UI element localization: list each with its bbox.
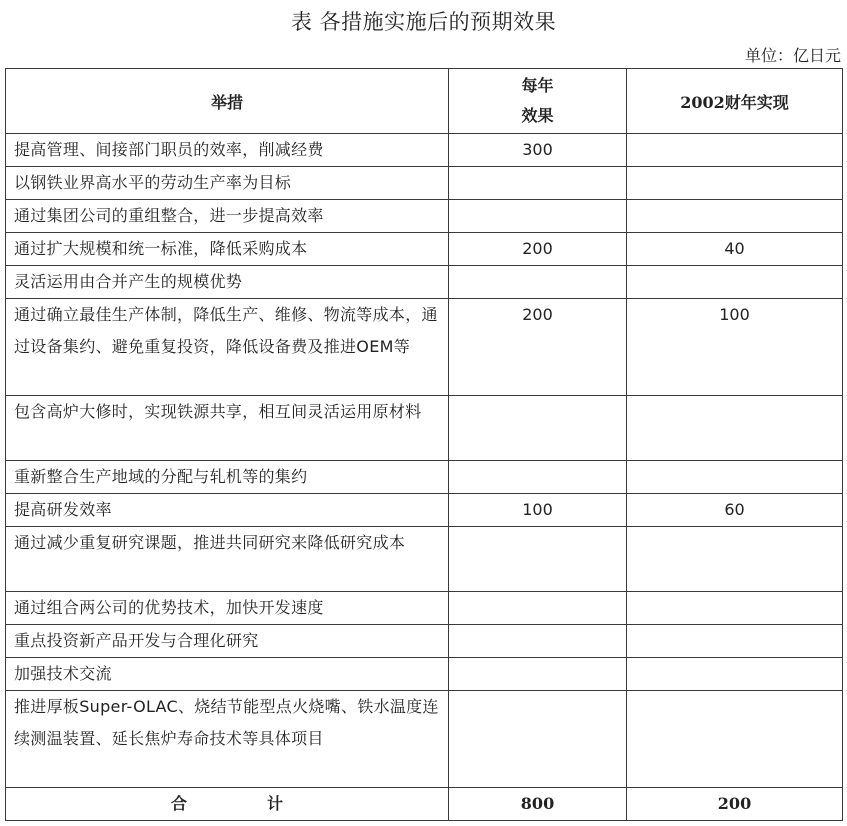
total-fy2002: 200: [627, 788, 843, 821]
annual-cell: [449, 625, 627, 658]
fy2002-cell: [627, 200, 843, 233]
measure-cell: 重点投资新产品开发与合理化研究: [6, 625, 449, 658]
fy2002-cell: [627, 592, 843, 625]
fy2002-cell: [627, 461, 843, 494]
measure-cell: 通过集团公司的重组整合，进一步提高效率: [6, 200, 449, 233]
annual-cell: [449, 527, 627, 592]
measure-cell: 通过确立最佳生产体制，降低生产、维修、物流等成本，通过设备集约、避免重复投资，降低设备费及推进OEM等: [6, 299, 449, 396]
measure-cell: 推进厚板Super-OLAC、烧结节能型点火烧嘴、铁水温度连续测温装置、延长焦炉寿命技术等具体项目: [6, 691, 449, 788]
fy2002-cell: 60: [627, 494, 843, 527]
fy2002-cell: [627, 167, 843, 200]
annual-cell: [449, 592, 627, 625]
unit-label: 单位：亿日元: [744, 46, 841, 65]
table-row: [6, 592, 843, 625]
table-row: [6, 134, 843, 167]
total-annual: 800: [449, 788, 627, 821]
total-label-part2: 计: [267, 794, 284, 813]
measure-cell: 通过扩大规模和统一标准，降低采购成本: [6, 233, 449, 266]
table-row: [6, 658, 843, 691]
header-measure: 举措: [6, 69, 449, 134]
annual-cell: [449, 396, 627, 461]
table-row: [6, 691, 843, 788]
annual-cell: [449, 200, 627, 233]
fy2002-cell: [627, 658, 843, 691]
table-row: [6, 461, 843, 494]
table-row: [6, 494, 843, 527]
total-label-part1: 合: [170, 794, 187, 813]
fy2002-cell: [627, 527, 843, 592]
measure-cell: 通过组合两公司的优势技术，加快开发速度: [6, 592, 449, 625]
measure-cell: 以钢铁业界高水平的劳动生产率为目标: [6, 167, 449, 200]
measure-cell: 包含高炉大修时，实现铁源共享，相互间灵活运用原材料: [6, 396, 449, 461]
fy2002-cell: [627, 396, 843, 461]
annual-cell: 300: [449, 134, 627, 167]
header-fy2002: 2002财年实现: [627, 69, 843, 134]
table-row: [6, 299, 843, 396]
table-row: [6, 200, 843, 233]
annual-cell: 200: [449, 299, 627, 396]
fy2002-cell: [627, 134, 843, 167]
annual-cell: 200: [449, 233, 627, 266]
fy2002-cell: [627, 691, 843, 788]
measure-cell: 提高管理、间接部门职员的效率，削减经费: [6, 134, 449, 167]
table-row: [6, 167, 843, 200]
measure-cell: 灵活运用由合并产生的规模优势: [6, 266, 449, 299]
effects-table: [5, 68, 843, 821]
table-title: 表 各措施实施后的预期效果: [290, 10, 557, 34]
header-annual-effect: [449, 69, 627, 134]
table-row: [6, 233, 843, 266]
measure-cell: 重新整合生产地域的分配与轧机等的集约: [6, 461, 449, 494]
header-annual-line1: 每年: [521, 76, 554, 95]
fy2002-cell: [627, 625, 843, 658]
fy2002-cell: [627, 266, 843, 299]
annual-cell: [449, 658, 627, 691]
measure-cell: 提高研发效率: [6, 494, 449, 527]
measure-cell: 通过减少重复研究课题，推进共同研究来降低研究成本: [6, 527, 449, 592]
table-row: [6, 625, 843, 658]
table-row: [6, 527, 843, 592]
header-annual-line2: 效果: [521, 106, 554, 125]
annual-cell: 100: [449, 494, 627, 527]
total-row: [6, 788, 843, 821]
annual-cell: [449, 266, 627, 299]
measure-cell: 加强技术交流: [6, 658, 449, 691]
header-row: [6, 69, 843, 134]
annual-cell: [449, 167, 627, 200]
table-row: [6, 396, 843, 461]
table-row: [6, 266, 843, 299]
total-label: [6, 788, 449, 821]
fy2002-cell: 40: [627, 233, 843, 266]
annual-cell: [449, 691, 627, 788]
fy2002-cell: 100: [627, 299, 843, 396]
annual-cell: [449, 461, 627, 494]
